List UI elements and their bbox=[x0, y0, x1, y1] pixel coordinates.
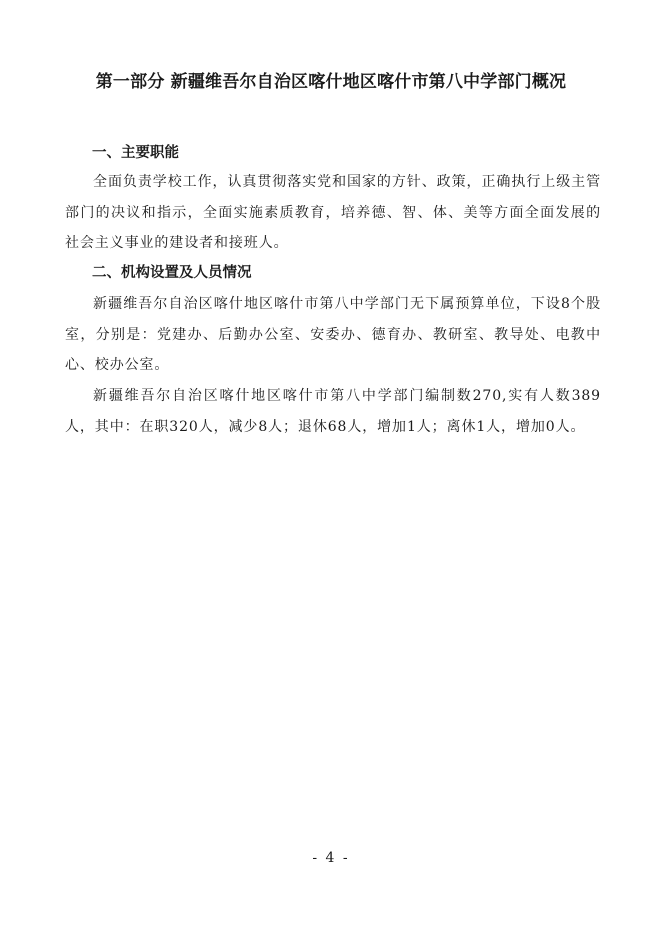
paragraph-staffing: 新疆维吾尔自治区喀什地区喀什市第八中学部门编制数270,实有人数389人，其中：在职320人，减少8人；退休68人，增加1人；离休1人，增加0人。 bbox=[65, 388, 601, 435]
paragraph-organization-units: 新疆维吾尔自治区喀什地区喀什市第八中学部门无下属预算单位，下设8个股室，分别是：党建办、后勤办公室、安委办、德育办、教研室、教导处、电教中心、校办公室。 bbox=[65, 296, 601, 373]
section-heading-main-functions: 一、主要职能 bbox=[92, 145, 179, 161]
page-title: 第一部分 新疆维吾尔自治区喀什地区喀什市第八中学部门概况 bbox=[95, 72, 567, 92]
section-heading-organization: 二、机构设置及人员情况 bbox=[92, 265, 252, 281]
page-number: - 4 - bbox=[312, 850, 350, 866]
paragraph-main-functions: 全面负责学校工作，认真贯彻落实党和国家的方针、政策，正确执行上级主管部门的决议和指示，全面实施素质教育，培养德、智、体、美等方面全面发展的社会主义事业的建设者和接班人。 bbox=[65, 174, 601, 251]
